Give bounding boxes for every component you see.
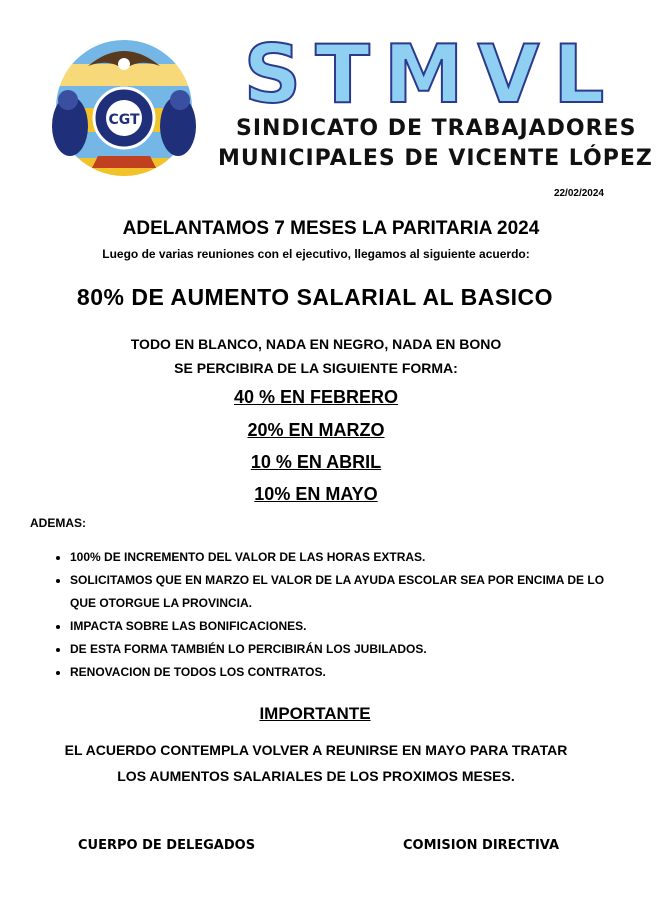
month-item: 40 % EN FEBRERO bbox=[233, 387, 399, 407]
month-item: 10 % EN ABRIL bbox=[250, 452, 382, 472]
list-item: • 100% DE INCREMENTO DEL VALOR DE LAS HORAS EXTRAS. bbox=[70, 546, 630, 569]
logo-text: CGT bbox=[108, 112, 140, 128]
signature-board: COMISION DIRECTIVA bbox=[403, 838, 560, 853]
closing-line-1: EL ACUERDO CONTEMPLA VOLVER A REUNIRSE EN MAYO PARA TRATAR bbox=[64, 742, 568, 758]
brand-text: STMVL bbox=[243, 32, 619, 112]
headline: ADELANTAMOS 7 MESES LA PARITARIA 2024 bbox=[122, 218, 540, 239]
ademas-label: ADEMAS: bbox=[30, 516, 86, 530]
important-heading: IMPORTANTE bbox=[259, 704, 371, 723]
statement-line-b: SE PERCIBIRA DE LA SIGUIENTE FORMA: bbox=[174, 360, 458, 376]
list-item: • DE ESTA FORMA TAMBIÉN LO PERCIBIRÁN LOS JUBILADOS. bbox=[70, 638, 630, 661]
union-logo bbox=[28, 26, 218, 176]
closing-line-2: LOS AUMENTOS SALARIALES DE LOS PROXIMOS MESES. bbox=[117, 768, 515, 784]
document-date: 22/02/2024 bbox=[553, 188, 604, 199]
statement-line-a: TODO EN BLANCO, NADA EN NEGRO, NADA EN BONO bbox=[130, 336, 502, 352]
benefits-list bbox=[30, 546, 630, 684]
list-item: • SOLICITAMOS QUE EN MARZO EL VALOR DE LA AYUDA ESCOLAR SEA POR ENCIMA DE LO QUE OTORGUE LA PROVINCIA. bbox=[70, 569, 630, 615]
org-name-line1: SINDICATO DE TRABAJADORES bbox=[236, 116, 637, 141]
big-title: 80% DE AUMENTO SALARIAL AL BASICO bbox=[76, 284, 554, 310]
subheadline: Luego de varias reuniones con el ejecutivo, llegamos al siguiente acuerdo: bbox=[102, 247, 530, 261]
list-item: • IMPACTA SOBRE LAS BONIFICACIONES. bbox=[70, 615, 630, 638]
month-item: 10% EN MAYO bbox=[254, 484, 378, 504]
signature-delegates: CUERPO DE DELEGADOS bbox=[78, 838, 256, 853]
org-name-line2: MUNICIPALES DE VICENTE LÓPEZ bbox=[218, 146, 653, 171]
brand-wordmark bbox=[236, 32, 626, 112]
month-item: 20% EN MARZO bbox=[247, 420, 385, 440]
list-item: • RENOVACION DE TODOS LOS CONTRATOS. bbox=[70, 661, 630, 684]
